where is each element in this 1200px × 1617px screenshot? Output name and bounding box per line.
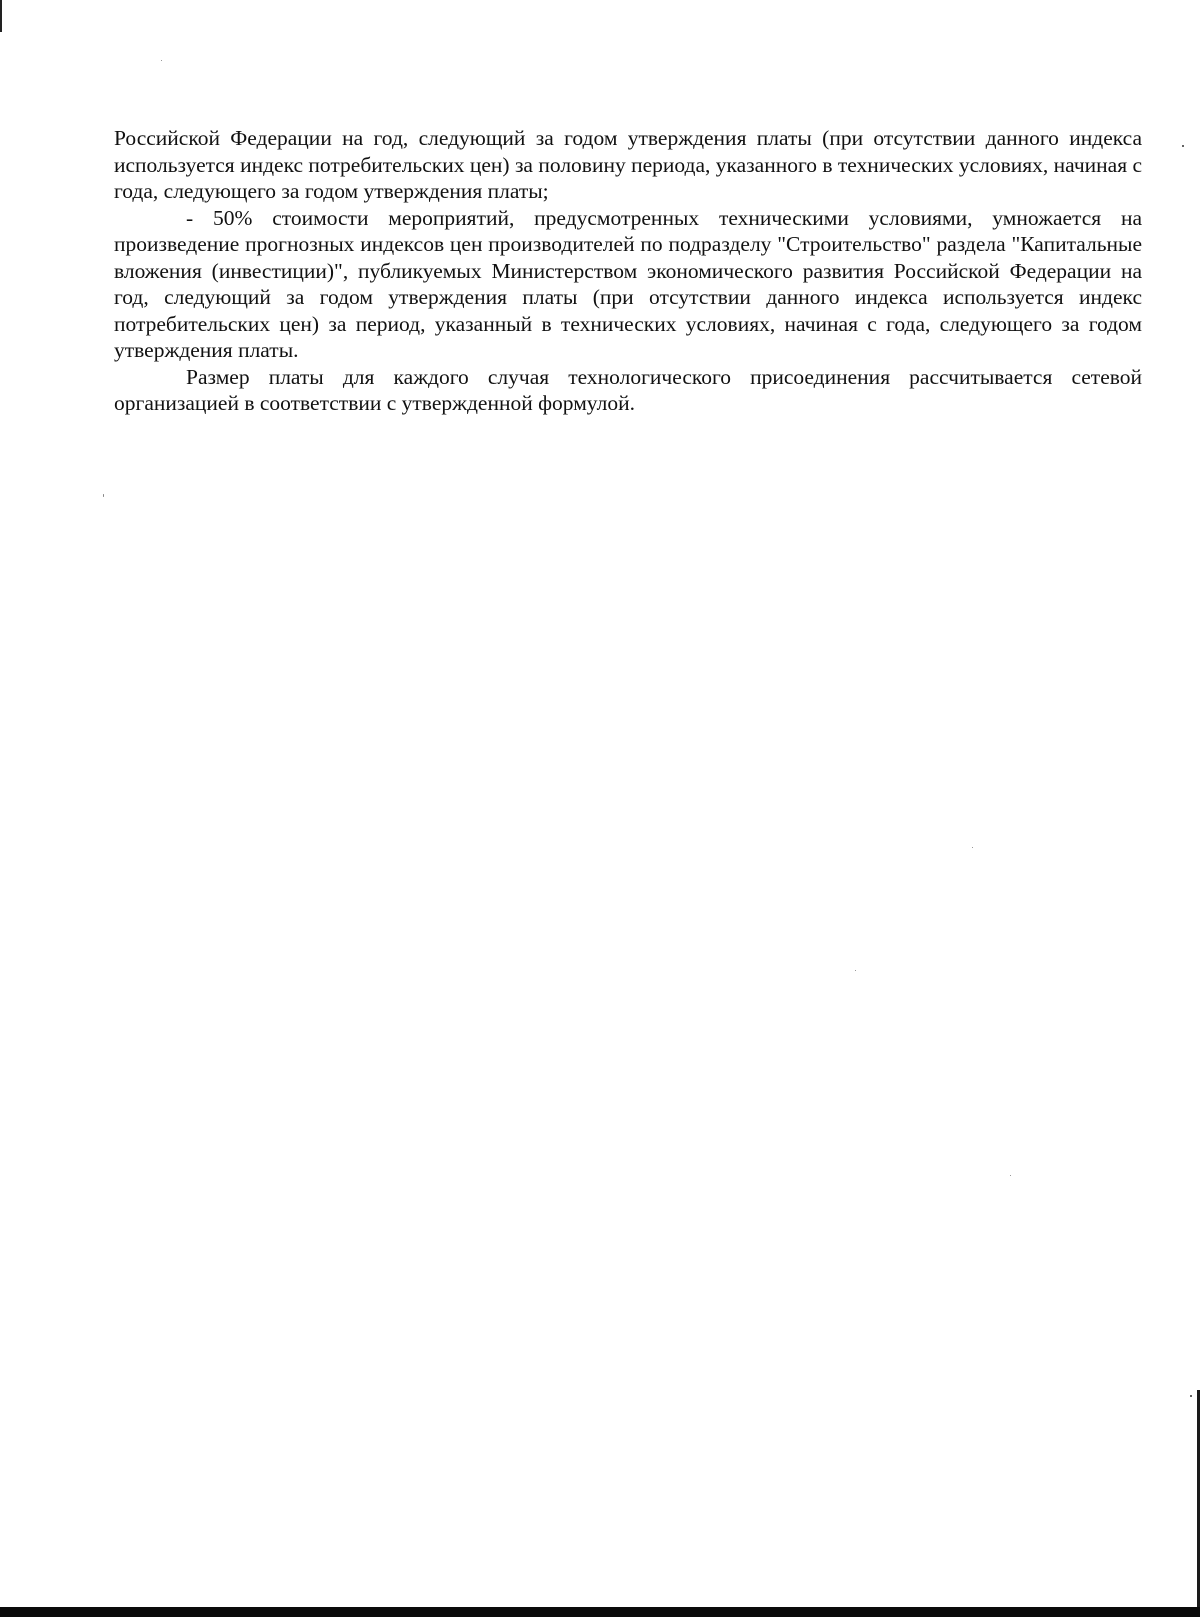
scan-speck xyxy=(855,970,856,971)
scan-edge-mark xyxy=(0,0,2,32)
paragraph-cost-clause: - 50% стоимости мероприятий, предусмотренных техническими условиями, умножается на произведение прогнозных индексов цен производителей по подразделу "Строительство" раздела "Капитальные вложения (инвестиции)", публикуемых Министерством экономического развития Российской Федерации на год, следующий за годом утверждения платы (при отсутствии данного индекса используется индекс потребительских цен) за период, указанный в технических условиях, начиная с года, следующего за годом утверждения платы. xyxy=(114,205,1142,362)
scan-speck xyxy=(1010,1175,1011,1176)
scan-speck xyxy=(972,847,973,848)
scan-speck xyxy=(161,60,162,61)
document-body xyxy=(114,125,1142,417)
scan-speck xyxy=(1182,145,1184,147)
paragraph-continuation: Российской Федерации на год, следующий за годом утверждения платы (при отсутствии данного индекса используется индекс потребительских цен) за половину периода, указанного в технических условиях, начиная с года, следующего за годом утверждения платы; xyxy=(114,126,1143,203)
scan-speck xyxy=(103,494,104,497)
paragraph-fee-calculation: Размер платы для каждого случая технологического присоединения рассчитывается сетевой организацией в соответствии с утвержденной формулой. xyxy=(114,364,1142,415)
scan-edge-bottom xyxy=(0,1607,1200,1617)
scan-speck xyxy=(1190,1395,1192,1397)
